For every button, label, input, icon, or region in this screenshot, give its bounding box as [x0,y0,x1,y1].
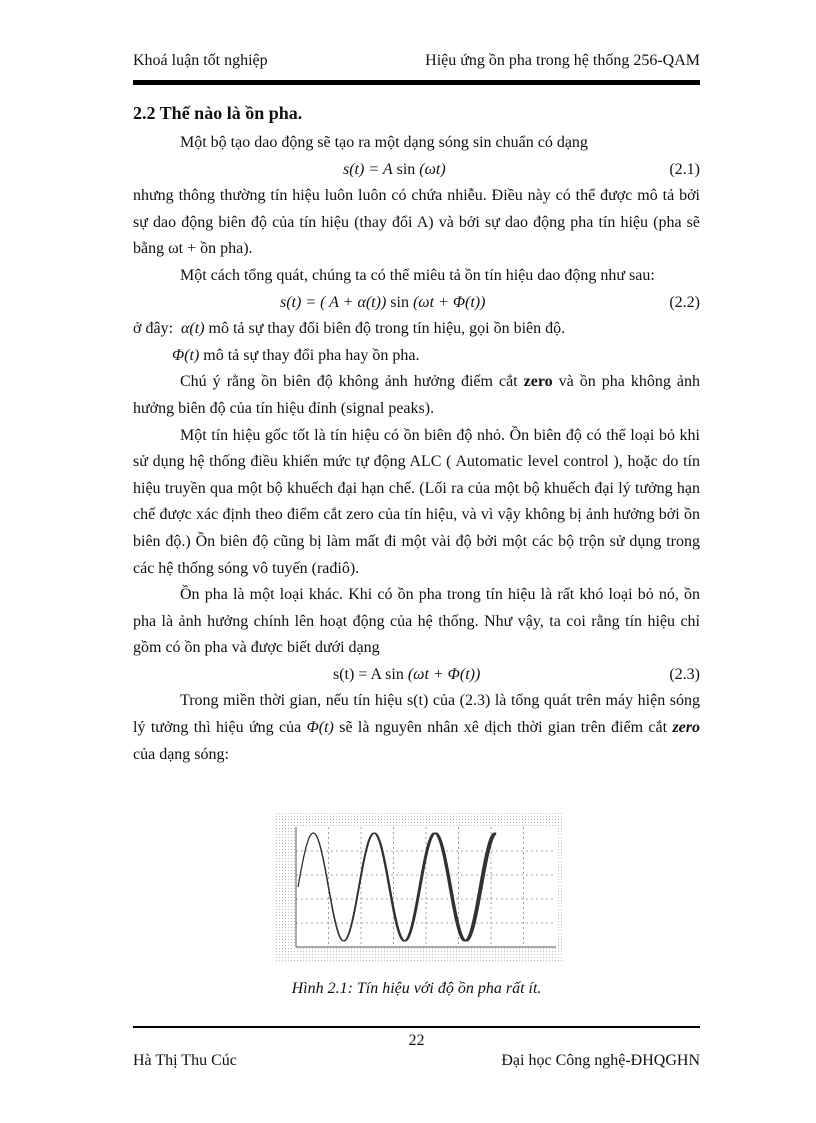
header-rule [133,80,700,85]
header-right: Hiệu ứng ồn pha trong hệ thống 256-QAM [425,52,700,69]
paragraph-7 [133,688,700,768]
alpha-text: mô tả sự thay đổi biên độ trong tín hiệu, gọi ồn biên độ. [204,320,566,338]
eq1-arg: (ωt) [419,160,446,178]
main-content [133,100,700,768]
footer-rule [133,1026,700,1028]
page-header [133,52,700,70]
p7-text-a: Trong miền thời gian, nếu tín hiệu s(t) của (2.3) là tổng quát trên máy hiện sóng lý tưởng thì hiệu ứng của [133,692,700,737]
footer-author: Hà Thị Thu Cúc [133,1052,237,1069]
p4-zero: zero [523,373,553,391]
section-heading: 2.2 Thế nào là ồn pha. [133,103,303,123]
phi-text: mô tả sự thay đổi pha hay ồn pha. [199,346,420,364]
page-number: 22 [408,1032,425,1049]
p7-zero: zero [672,719,700,737]
p7-phi: Φ(t) [306,719,334,737]
eq1-lhs: s(t) = A [343,160,393,178]
equation-2-1 [133,157,700,184]
waveform-plot [276,813,562,963]
eq3-arg: (ωt + Φ(t)) [407,665,481,683]
paragraph-6: Ồn pha là một loại khác. Khi có ồn pha trong tín hiệu là rất khó loại bỏ nó, ồn pha là ảnh hưởng chính lên hoạt động của hệ thống. Như vậy, ta coi rằng tín hiệu chỉ gồm có ồn pha và được biết dưới dạng [133,586,700,657]
page-footer [133,1052,700,1070]
paragraph-3: Một cách tổng quát, chúng ta có thể miêu tả ồn tín hiệu dao động như sau: [180,266,655,284]
where-prefix: ở đây: [133,320,182,338]
paragraph-4 [133,369,700,422]
eq2-number: (2.2) [669,293,700,311]
p4-text-b: và ồn pha không ảnh hưởng biên độ của tín hiệu đỉnh (signal peaks). [133,373,700,417]
header-left: Khoá luận tốt nghiệp [133,52,268,69]
eq1-sin: sin [392,160,420,178]
figure-caption: Hình 2.1: Tín hiệu với độ ồn pha rất ít. [291,980,542,997]
paragraph-1: Một bộ tạo dao động sẽ tạo ra một dạng sóng sin chuẩn có dạng [180,134,588,151]
where-alpha-line [133,316,700,343]
equation-2-2 [133,290,700,317]
waveform-figure [276,813,562,963]
paragraph-5: Một tín hiệu gốc tốt là tín hiệu có ồn biên độ nhỏ. Ồn biên độ có thể loại bỏ khi sử dụng hệ thống điều khiển mức tự động ALC ( Automatic level control ), hoặc do tín hiệu truyền qua một bộ khuếch đại hạn chế. (Lối ra của một bộ khuếch đại lý tưởng hạn chế được xác định theo điểm cắt zero của tín hiệu, và vì vậy không bị ảnh hưởng bởi ồn biên độ.) Ồn biên độ cũng bị làm mất đi một vài độ bởi một các bộ trộn sử dụng trong các hệ thống sóng vô tuyến (rađiô). [133,426,700,577]
eq3-lhs: s(t) = A sin [333,665,408,683]
eq2-lhs: s(t) = ( A + α(t)) [280,293,387,311]
p7-text-b: sẽ là nguyên nhân xê dịch thời gian trên điểm cắt [333,719,673,737]
p7-text-c: của dạng sóng: [133,745,229,763]
eq3-number: (2.3) [669,665,700,683]
equation-2-3 [133,662,700,689]
eq2-arg: (ωt + Φ(t)) [412,293,486,311]
paragraph-2: nhưng thông thường tín hiệu luôn luôn có chứa nhiễu. Điều này có thể được mô tả bởi sự dao động biên độ của tín hiệu (thay đổi A) và bởi sự dao động pha tín hiệu (pha sẽ bằng ωt + ồn pha). [133,187,700,258]
alpha-symbol: α(t) [181,320,205,338]
eq2-sin: sin [386,293,413,311]
eq1-number: (2.1) [669,160,700,178]
p4-text-a: Chú ý rằng ồn biên độ không ảnh hưởng điểm cắt [180,373,524,391]
where-phi-line [133,343,700,370]
phi-symbol: Φ(t) [172,346,200,364]
footer-institution: Đại học Công nghệ-ĐHQGHN [501,1052,700,1069]
